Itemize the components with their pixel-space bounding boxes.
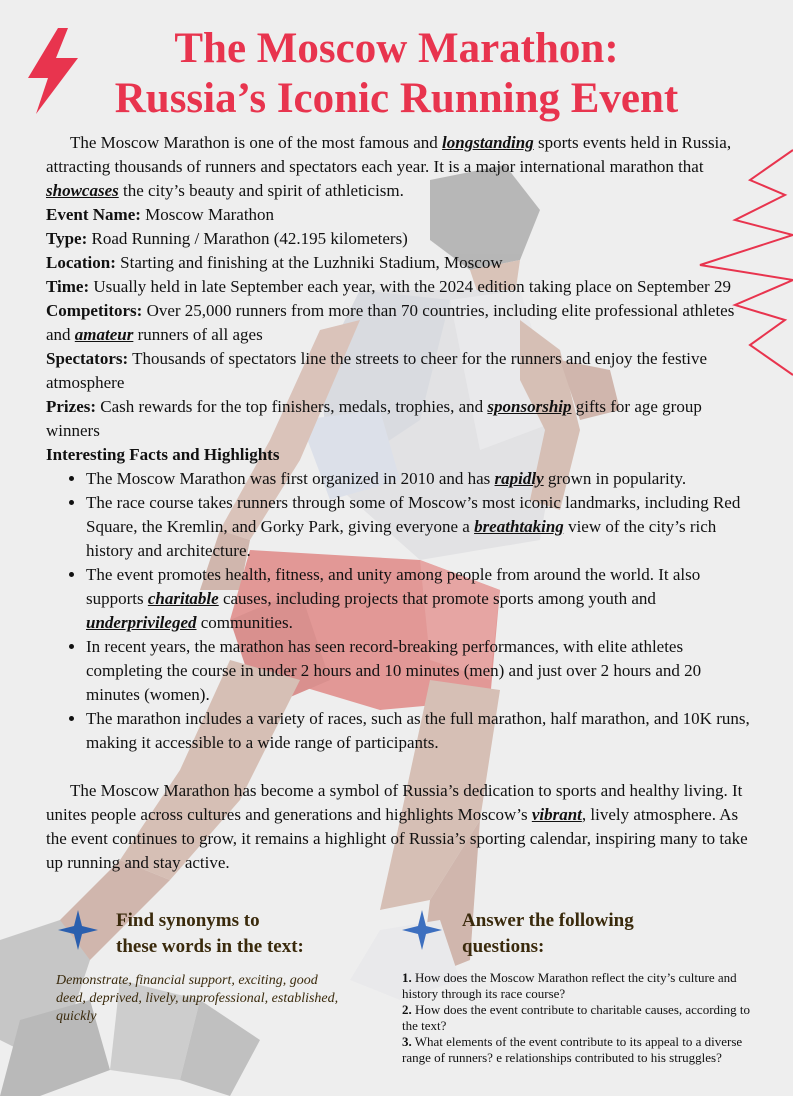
question-1 [402, 970, 762, 1002]
detail-value: Moscow Marathon [140, 205, 275, 224]
keyword-sponsorship: sponsorship [487, 397, 572, 416]
four-point-star-icon [402, 910, 442, 950]
detail-label: Event Name: [46, 205, 141, 224]
fact-text: The race course takes runners through some of Moscow’s most iconic landmarks, including Red Square, the Kremlin, and Gorky Park, giving everyone a [86, 493, 741, 536]
four-point-star-icon [58, 910, 98, 950]
synonyms-heading-line-1: Find synonyms to [116, 910, 260, 931]
questions-task [402, 908, 762, 1066]
intro-text-3: the city’s beauty and spirit of athleticism. [118, 181, 404, 200]
question-text: What elements of the event contribute to its appeal to a diverse range of runners? e relationships contributed to his struggles? [402, 1034, 743, 1065]
detail-label: Type: [46, 229, 88, 248]
questions-heading-line-1: Answer the following [462, 910, 634, 931]
conclusion-text-1: The Moscow Marathon has become a symbol of Russia’s dedication to sports and healthy living. It unites people across cultures and generations and highlights Moscow’s [46, 781, 743, 824]
article-body [46, 131, 751, 875]
intro-paragraph [46, 131, 751, 203]
synonyms-task [56, 908, 346, 1026]
detail-label: Location: [46, 253, 116, 272]
keyword-showcases: showcases [46, 181, 119, 200]
list-item: • The marathon includes a variety of races, such as the full marathon, half marathon, and 10K runs, making it accessible to a wide range of participants. [86, 707, 751, 755]
question-text: How does the Moscow Marathon reflect the city’s culture and history through its race course? [402, 970, 737, 1001]
page-title [0, 24, 793, 124]
detail-value: Usually held in late September each year, with the 2024 edition taking place on September 29 [89, 277, 731, 296]
title-line-2: Russia’s Iconic Running Event [114, 75, 679, 122]
questions-task-heading [402, 908, 762, 960]
intro-text-2: sports events held in Russia, attracting thousands of runners and spectators each year. It is a major international marathon that [46, 133, 732, 176]
detail-label: Competitors: [46, 301, 143, 320]
list-item [86, 467, 751, 491]
synonyms-heading-line-2: these words in the text: [116, 936, 304, 957]
detail-spectators [46, 347, 751, 395]
facts-heading: Interesting Facts and Highlights [46, 445, 280, 464]
keyword-longstanding: longstanding [442, 133, 534, 152]
conclusion-paragraph [46, 779, 751, 875]
detail-label: Spectators: [46, 349, 129, 368]
question-2 [402, 1002, 762, 1034]
title-line-1: The Moscow Marathon: [174, 25, 619, 72]
question-number: 3. [402, 1034, 412, 1049]
fact-text: The event promotes health, fitness, and unity among people from around the world. It also supports [86, 565, 701, 608]
keyword-rapidly: rapidly [494, 469, 544, 488]
spacer [46, 755, 751, 779]
detail-value: Cash rewards for the top finishers, medals, trophies, and [96, 397, 488, 416]
detail-value: Thousands of spectators line the streets to cheer for the runners and enjoy the festive atmosphere [46, 349, 708, 392]
question-text: How does the event contribute to charitable causes, according to the text? [402, 1002, 750, 1033]
keyword-breathtaking: breathtaking [474, 517, 564, 536]
questions-heading-line-2: questions: [462, 936, 545, 957]
list-item [86, 491, 751, 563]
detail-value: Starting and finishing at the Luzhniki Stadium, Moscow [115, 253, 503, 272]
fact-text: causes, including projects that promote sports among youth and [218, 589, 656, 608]
keyword-charitable: charitable [147, 589, 219, 608]
detail-value: Road Running / Marathon (42.195 kilometers) [87, 229, 408, 248]
intro-text-1: The Moscow Marathon is one of the most famous and [70, 133, 443, 152]
facts-list [46, 467, 751, 755]
fact-text: grown in popularity. [543, 469, 687, 488]
conclusion-text-2: , lively atmosphere. As the event continues to grow, it remains a highlight of Russia’s sporting calendar, inspiring many to take up running and stay active. [46, 805, 748, 872]
detail-type [46, 227, 751, 251]
fact-text: view of the city’s rich history and architecture. [86, 517, 717, 560]
fact-text: communities. [196, 613, 293, 632]
question-3 [402, 1034, 762, 1066]
question-number: 2. [402, 1002, 412, 1017]
keyword-amateur: amateur [74, 325, 134, 344]
list-item: • In recent years, the marathon has seen record-breaking performances, with elite athletes completing the course in under 2 hours and 10 minutes (men) and just over 2 hours and 20 minutes (women). [86, 635, 751, 707]
detail-event-name [46, 203, 751, 227]
detail-label: Time: [46, 277, 90, 296]
keyword-underprivileged: underprivileged [86, 613, 197, 632]
question-number: 1. [402, 970, 412, 985]
detail-time [46, 275, 751, 299]
synonyms-task-heading [56, 908, 346, 960]
detail-competitors [46, 299, 751, 347]
synonyms-word-list: Demonstrate, financial support, exciting, good deed, deprived, lively, unprofessional, established, quickly [56, 973, 339, 1024]
detail-location [46, 251, 751, 275]
fact-text: The Moscow Marathon was first organized in 2010 and has [86, 469, 495, 488]
detail-value: gifts for age group winners [46, 397, 702, 440]
keyword-vibrant: vibrant [531, 805, 582, 824]
detail-value: runners of all ages [133, 325, 263, 344]
detail-label: Prizes: [46, 397, 97, 416]
detail-value: Over 25,000 runners from more than 70 countries, including elite professional athletes and [46, 301, 735, 344]
list-item [86, 563, 751, 635]
questions-list [402, 970, 762, 1066]
detail-prizes [46, 395, 751, 443]
